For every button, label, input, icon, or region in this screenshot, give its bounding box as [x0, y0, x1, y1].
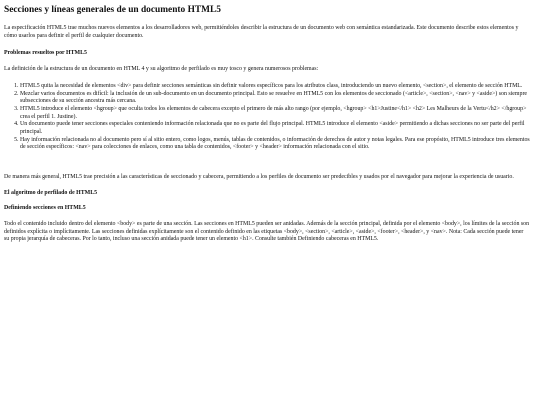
summary-paragraph: De manera más general, HTML5 trae precisión a las características de seccionado y cabecera, permitiendo a los perfiles de documento ser predecibles y usados por el navegador para mejorar la experiencia de usuario.	[4, 174, 514, 181]
page-title: Secciones y líneas generales de un documento HTML5	[4, 5, 221, 15]
intro-paragraph: La especificación HTML5 trae muchos nuevos elementos a los desarrolladores web, permitiéndoles describir la estructura de un documento web con semántica estandarizada. Este documento describe estos elementos y cómo usarlos para definir el perfil de cualquier documento.	[4, 25, 519, 39]
document-page	[4, 5, 530, 244]
section-heading-defining-sections: Definiendo secciones en HTML5	[4, 205, 86, 212]
list-item: 3. HTML5 introduce el elemento <hgroup> que oculta todos los elementos de cabecera excepto el primero de más alto rango (por ejemplo, <hgroup> <h1>Justine</h1> <h2> Les Malheurs de la Vertu</h2> </hgroup> crea el perfil 1. Justine).	[20, 106, 530, 121]
section-heading-algorithm: El algoritmo de perfilado de HTML5	[4, 189, 98, 196]
list-item: 2. Mezclar varios documentos es difícil: la inclusión de un sub-documento en un documento principal. Esto se resuelve en HTML5 con los elementos de seccionado (<article>, <section>, <nav> y <aside>) son siempre subsecciones de su sección ancestra más cercana.	[20, 91, 530, 106]
list-item: 4. Un documento puede tener secciones especiales conteniendo información relacionada que no es parte del flujo principal. HTML5 introduce el elemento <aside> permitiendo a dichas secciones no ser parte del perfil principal.	[20, 121, 530, 136]
defining-sections-paragraph: Todo el contenido incluido dentro del elemento <body> es parte de una sección. Las secciones en HTML5 pueden ser anidadas. Además de la sección principal, definida por el elemento <body>, los límites de la sección son definidos explícita o implícitamente. Las secciones definidas explícitamente son el contenido definido en las etiquetas <body>, <section>, <article>, <aside>, <footer>, <header>, y <nav>. Nota: Cada sección puede tener su propia jerarquía de cabeceras. Por lo tanto, incluso una sección anidada puede tener un elemento <h1>. Consulte también Definiendo cabeceras en HTML5.	[4, 221, 530, 243]
section-heading-problems: Problemas resueltos por HTML5	[4, 49, 87, 56]
problems-intro-paragraph: La definición de la estructura de un documento en HTML 4 y su algoritmo de perfilado es muy tosco y genera numerosos problemas:	[4, 66, 319, 73]
problems-list	[4, 83, 530, 152]
list-item: 5. Hay información relacionada no al documento pero sí al sitio entero, como logos, menús, tablas de contenidos, o información de derechos de autor y notas legales. Para ese propósito, HTML5 introduce tres elementos de sección específicos: <nav> para colecciones de enlaces, como una tabla de contenidos, <footer> y <header> información relacionada con el sitio.	[20, 137, 530, 152]
list-item: 1. HTML5 quita la necesidad de elementos <div> para definir secciones semánticas sin definir valores específicos para los atributos class, introduciendo un nuevo elemento, <section>, el elemento de sección HTML.	[20, 83, 530, 91]
